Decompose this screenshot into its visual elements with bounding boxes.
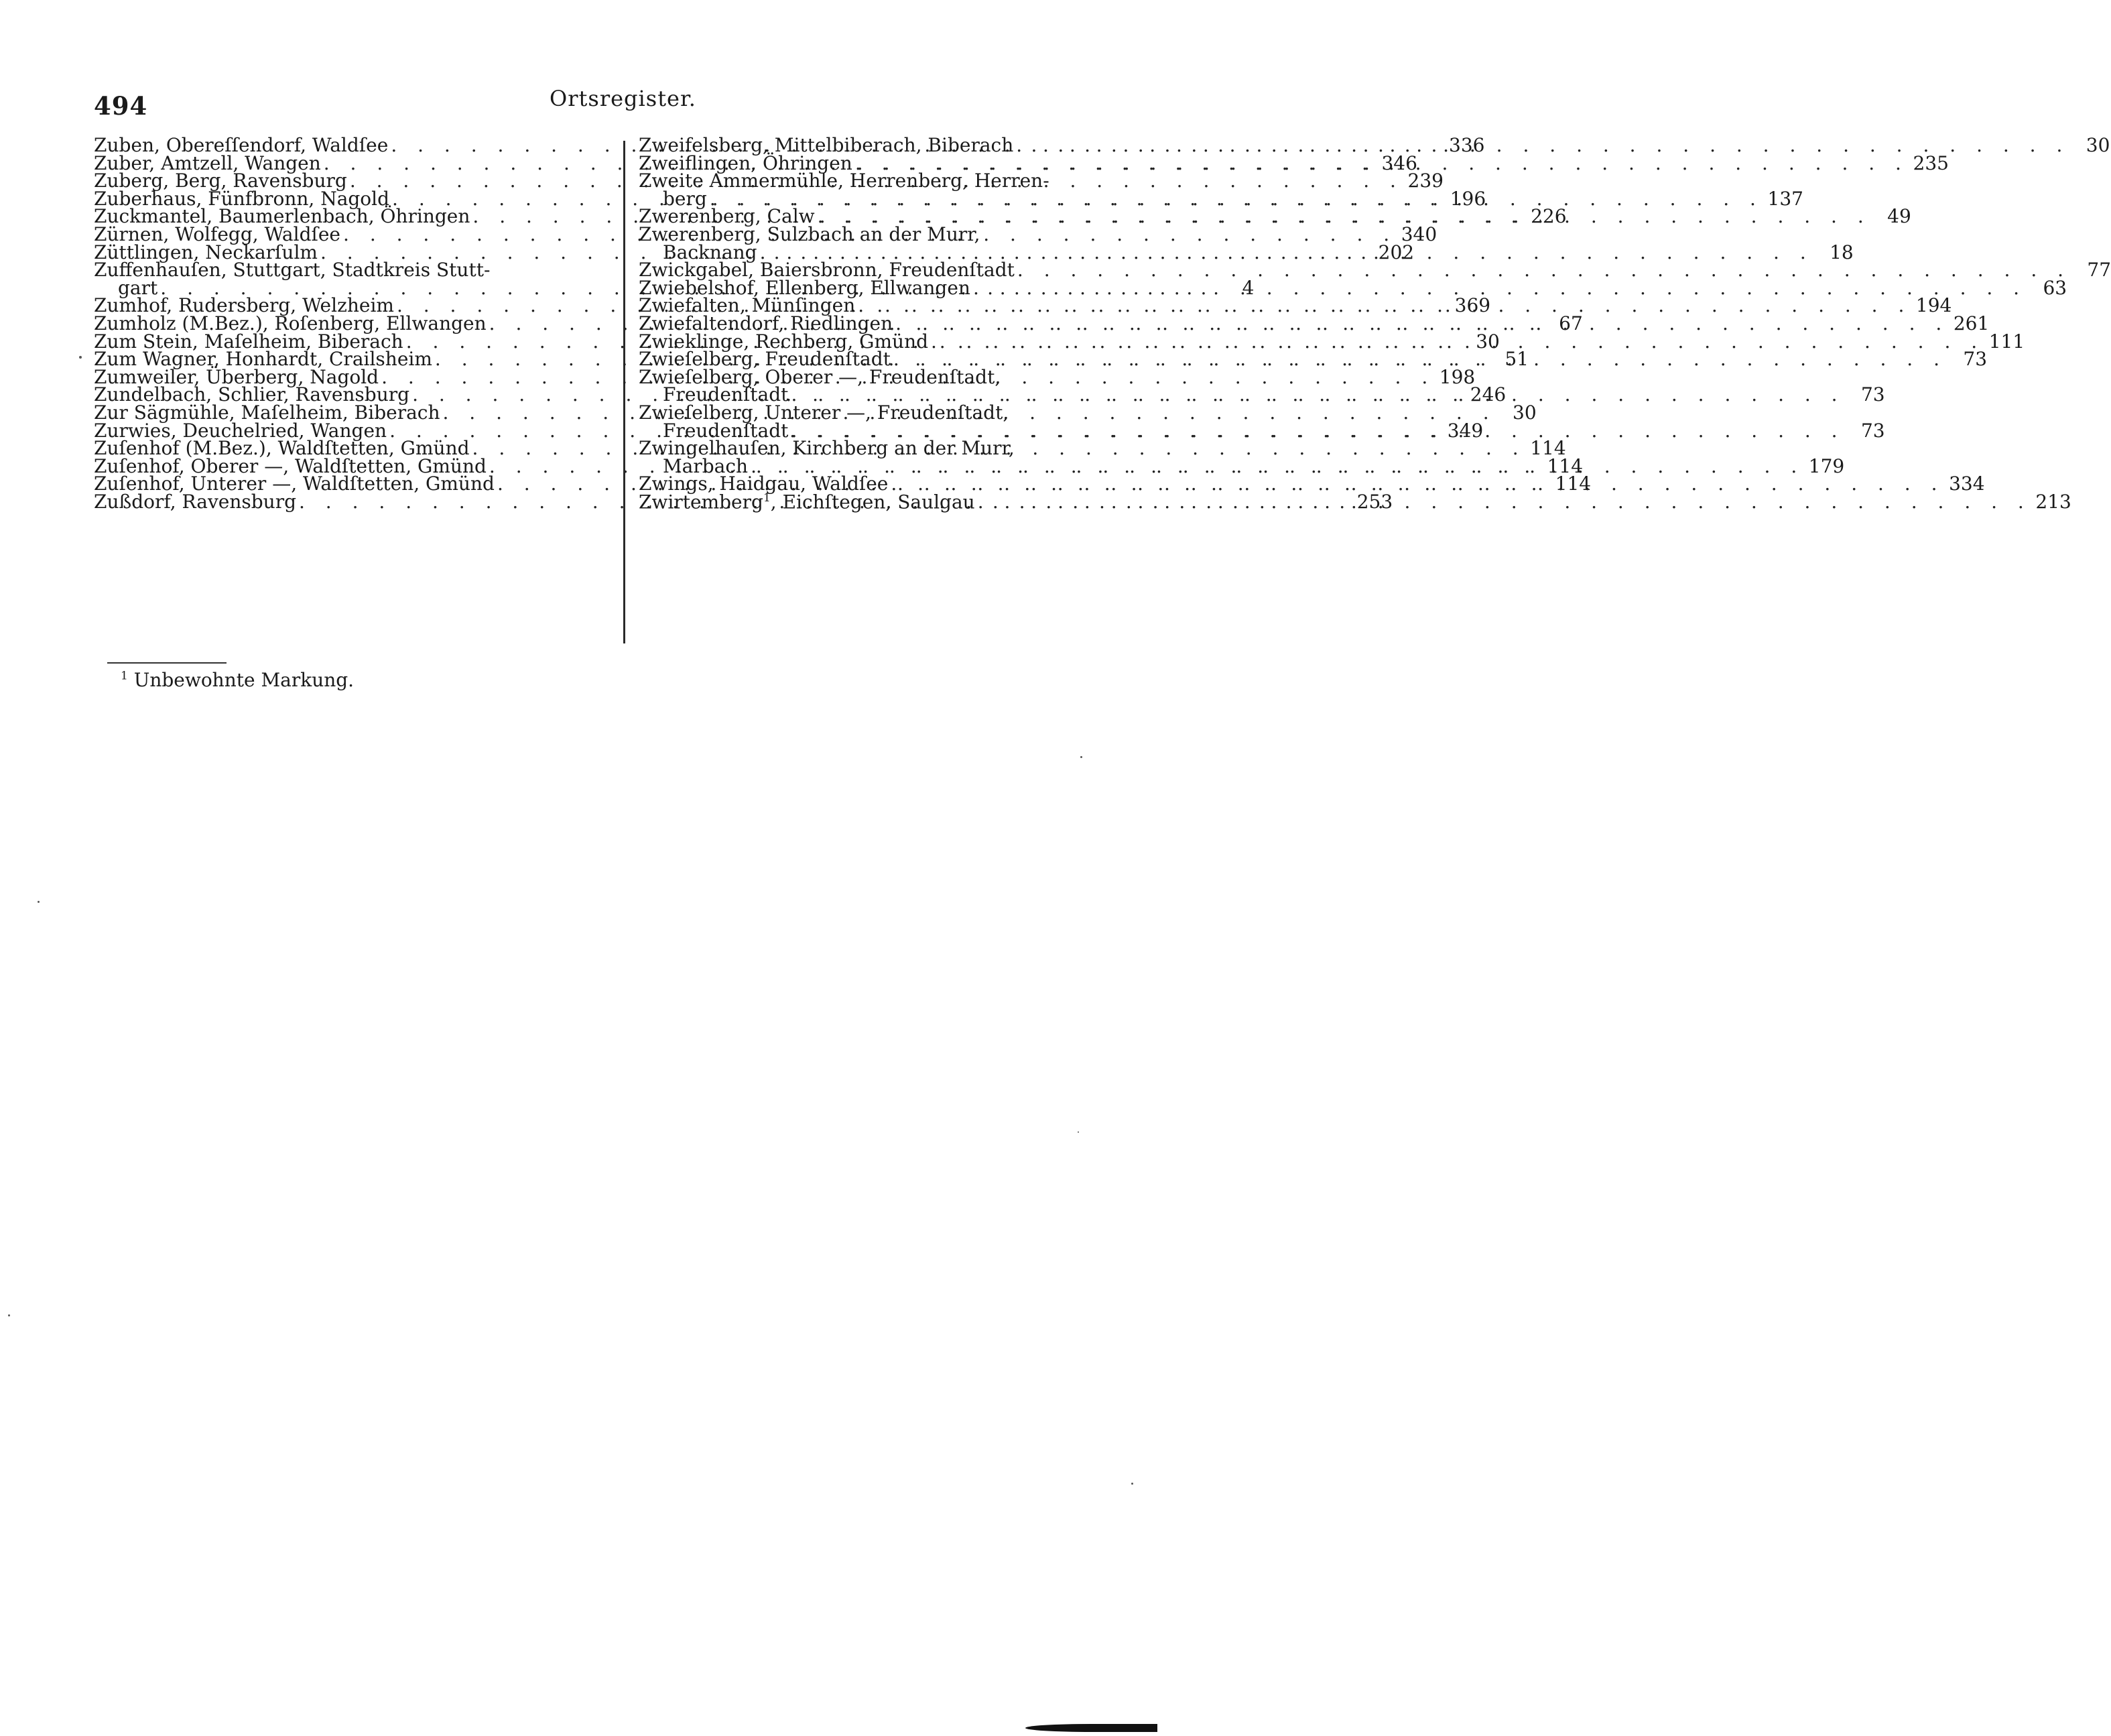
- index-entry: Zürnen, Wolfegg, Waldſee . . . 340: [94, 226, 609, 244]
- index-entry: Zumholz (M.Bez.), Roſenberg, Ellwangen . . . 67: [94, 315, 609, 333]
- page-number: 494: [94, 91, 148, 121]
- scan-speck: [1078, 1131, 1079, 1133]
- index-entry: Zwiefaltendorf, Riedlingen . . . 261: [639, 315, 1109, 333]
- index-entry-continuation: berg . . . 137: [639, 190, 1109, 208]
- index-entry: Zweiflingen, Öhringen . . . 235: [639, 155, 1109, 173]
- index-entry-continuation: Freudenſtadt . . . 73: [639, 422, 1109, 440]
- scan-speck: [8, 1314, 10, 1316]
- index-entry: Zwerenberg, Sulzbach an der Murr,: [639, 223, 980, 245]
- index-entry: Zuberg, Berg, Ravensburg . . . 239: [94, 172, 609, 190]
- index-entry: Zuberhaus, Fünfbronn, Nagold . . . 196: [94, 190, 609, 208]
- scan-speck: [79, 356, 82, 359]
- index-entry-continuation: Freudenſtadt . . . 73: [639, 386, 1109, 404]
- index-entry: Zweite Ammermühle, Herrenberg, Herren-: [639, 170, 1049, 192]
- index-entry: Zwirtemberg$^1$, Eichſtegen, Saulgau . . . 213: [639, 493, 1109, 511]
- index-entry: Zwieklinge, Rechberg, Gmünd . . . 111: [639, 333, 1109, 351]
- index-entry: Zwerenberg, Calw . . . 49: [639, 208, 1109, 226]
- index-entry: Zußdorf, Ravensburg . . . 253: [94, 493, 609, 511]
- index-entry-continuation: Backnang . . . 18: [639, 244, 1109, 262]
- index-entry: Zwieſelberg, Freudenſtadt . . . 73: [639, 351, 1109, 369]
- index-entry: Zur Sägmühle, Maſelheim, Biberach . . . 30: [94, 404, 609, 422]
- running-title: Ortsregister.: [550, 86, 696, 111]
- index-entry-continuation: Marbach . . . 179: [639, 458, 1109, 476]
- index-entry: Zwingelhauſen, Kirchberg an der Murr,: [639, 437, 1015, 460]
- scan-edge-mark: [1025, 1724, 1157, 1732]
- scan-speck: [38, 901, 40, 903]
- index-entry: Zuber, Amtzell, Wangen . . . 346: [94, 155, 609, 173]
- footnote-rule: [107, 662, 227, 664]
- index-entry: Zumhof, Rudersberg, Welzheim . . . 369: [94, 297, 609, 315]
- index-entry: Zum Stein, Maſelheim, Biberach . . . 30: [94, 333, 609, 351]
- scan-speck: [1080, 756, 1082, 758]
- index-entry: Zuſenhof (M.Bez.), Waldſtetten, Gmünd . . . 114: [94, 440, 609, 458]
- index-entry: Zuſenhof, Oberer —, Waldſtetten, Gmünd . . . 114: [94, 458, 609, 476]
- index-entry: Zwiefalten, Münſingen . . . 194: [639, 297, 1109, 315]
- index-entry: Zuſenhof, Unterer —, Waldſtetten, Gmünd . . . 114: [94, 475, 609, 493]
- index-entry: Zwiebelshof, Ellenberg, Ellwangen . . . 63: [639, 280, 1109, 298]
- footnote-text: Unbewohnte Markung.: [133, 669, 355, 691]
- index-entry: Zundelbach, Schlier, Ravensburg . . . 246: [94, 386, 609, 404]
- index-entry: Zuffenhauſen, Stuttgart, Stadtkreis Stutt-: [94, 259, 491, 282]
- index-entry: Zurwies, Deuchelried, Wangen . . . 349: [94, 422, 609, 440]
- index-entry: Zwieſelberg, Oberer —, Freudenſtadt,: [639, 365, 1001, 388]
- index-entry: Zweifelsberg, Mittelbiberach, Biberach . . . 30: [639, 137, 1109, 155]
- index-entry: Zwings, Haidgau, Waldſee . . . 334: [639, 475, 1109, 493]
- index-entry-continuation: gart . . . 4: [94, 280, 609, 298]
- index-entry: Züttlingen, Neckarſulm . . . 202: [94, 244, 609, 262]
- footnote: [121, 669, 354, 691]
- index-entry: Zuben, Obereſſendorf, Waldſee . . . 336: [94, 137, 609, 155]
- scan-speck: [1131, 1483, 1133, 1485]
- index-entry: Zuckmantel, Baumerlenbach, Öhringen . . . 226: [94, 208, 609, 226]
- index-entry: Zwickgabel, Baiersbronn, Freudenſtadt . . . 77: [639, 261, 1109, 280]
- index-entry: Zum Wagner, Honhardt, Crailsheim . . . 51: [94, 351, 609, 369]
- footnote-mark: 1: [763, 491, 771, 505]
- index-entry: Zwieſelberg, Unterer —, Freudenſtadt,: [639, 401, 1009, 424]
- index-entry: Zumweiler, Überberg, Nagold . . . 198: [94, 369, 609, 387]
- footnote-number: 1: [121, 669, 128, 683]
